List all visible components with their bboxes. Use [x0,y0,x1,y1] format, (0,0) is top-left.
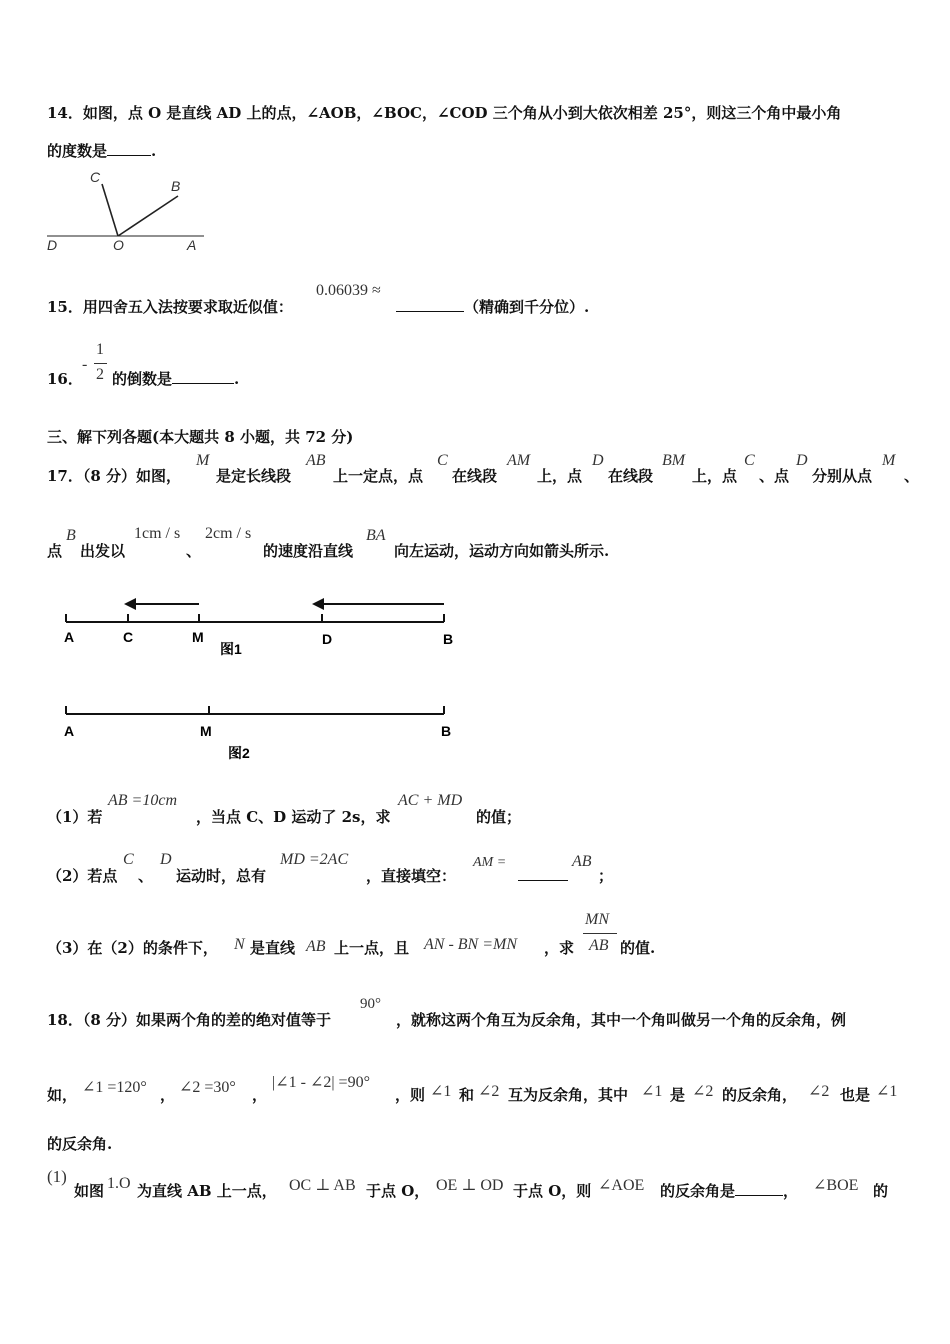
q18-l2-g: 是 [670,1086,686,1104]
q17-l1-h: 、点 [759,467,790,485]
q17-p3-c: 上一点，且 [334,939,410,957]
q16-minus: - [82,356,88,373]
q18-l4-m4: ∠AOE [598,1177,645,1194]
q17-l1-d: 在线段 [452,467,498,485]
q14-figure [44,164,204,256]
q15-tail-text: （精确到千分位）. [464,298,590,316]
q17-l2-e: 向左运动，运动方向如箭头所示. [394,542,610,560]
q14-line2-text: 的度数是 [47,142,108,160]
q17-p3-m2: AB [306,938,326,955]
q18-l2-b: ， [160,1086,176,1104]
q17-l1-m4: AM [507,452,531,469]
q18-l4-g: 的 [873,1182,889,1200]
q18-l2-m2: ∠2 =30° [179,1079,236,1096]
q18-l4-c: 于点 O， [366,1182,430,1200]
q17-l2-a: 点 [47,542,63,560]
q14-line1: 14．如图，点 O 是直线 AD 上的点，∠AOB，∠BOC，∠COD 三个角从小到大依次相差 25°，则这三个角中最小角 [47,104,842,122]
q17-l1-g: 上，点 [692,467,738,485]
q17-l1-f: 在线段 [608,467,654,485]
q17-p2-a: （2）若点 [47,867,118,885]
fig2-label-m: M [200,723,212,739]
q14-label-d: D [47,237,58,253]
fig2-label-a: A [64,723,75,739]
fig1-label-b: B [443,631,454,647]
q17-l2-v1: 1cm / s [134,525,181,542]
q18-l2-a: 如， [47,1086,78,1104]
q18-l2-m6: ∠1 [641,1083,663,1100]
q17-p3-den: AB [589,937,609,954]
q16-end: . [234,370,240,388]
q18-l2-m9: ∠1 [876,1083,898,1100]
q17-l1-c: 上一定点，点 [333,467,424,485]
q18-l2-i: 也是 [840,1086,871,1104]
q15-answer-blank [396,297,464,312]
q17-p2-b: 、 [138,867,154,885]
q17-p1-m2: AC + MD [398,792,463,809]
q17-l1-m2: AB [306,452,326,469]
q17-l2-v2: 2cm / s [205,525,252,542]
q17-figure1 [58,592,468,662]
q15-tail [396,296,589,317]
q16-number: 16． [47,370,83,388]
q17-l1-m8: D [796,452,808,469]
q14-line2-end: . [151,142,157,160]
q14-label-c: C [90,169,101,185]
q16-text-main: 的倒数是 [112,370,173,388]
q17-p3-e: 的值. [620,939,656,957]
q17-p3-d: ，求 [544,939,575,957]
q17-l1-m3: C [437,452,448,469]
q18-l2-c: ， [252,1086,268,1104]
fig1-label-m: M [192,629,204,645]
q18-l1-m1: 90° [360,996,381,1012]
q16-fraction-bar [94,363,107,364]
q17-l1-j: 、 [904,467,920,485]
q17-p2-m3: MD =2AC [280,851,349,868]
q17-l1-m6: BM [662,452,686,469]
q17-p2-m2: D [160,851,172,868]
q18-l2-m1: ∠1 =120° [82,1079,147,1096]
q18-l2-m3: |∠1 - ∠2| =90° [272,1074,370,1091]
q17-p1-b: ，当点 C、D 运动了 2s，求 [196,808,391,826]
q18-l3: 的反余角. [47,1135,113,1153]
q18-l2-m7: ∠2 [692,1083,714,1100]
q16-denominator: 2 [96,366,104,383]
q14-line2 [47,140,156,161]
q17-l1-e: 上，点 [537,467,583,485]
q18-l4-e [660,1180,798,1201]
fig2-label-b: B [441,723,452,739]
q18-l1-b: ，就称这两个角互为反余角，其中一个角叫做另一个角的反余角，例 [396,1011,847,1029]
q17-p1-m1: AB =10cm [108,792,177,809]
q18-l2-m4: ∠1 [430,1083,452,1100]
q14-label-o: O [113,237,124,253]
q17-l1-m7: C [744,452,755,469]
q17-p3-num: MN [585,911,609,928]
q17-p2-c: 运动时，总有 [176,867,267,885]
q18-l2-f: 互为反余角，其中 [508,1086,629,1104]
q17-p2-m4: AM = [473,855,507,870]
q18-l2-d: ，则 [395,1086,426,1104]
q17-l2-m2: BA [366,527,386,544]
q18-l4-m3: OE ⊥ OD [436,1177,504,1194]
fig1-label-c: C [123,629,134,645]
q17-p2-blank-wrap [518,866,568,885]
fig1-caption: 图1 [220,641,242,657]
fig1-arrow-c-head [124,598,136,610]
q17-p1-a: （1）若 [47,808,103,826]
q14-ray-oc [102,184,118,236]
q18-l4-e-text: 的反余角是 [660,1182,736,1200]
q17-p2-m1: C [123,851,134,868]
q14-label-a: A [187,237,197,253]
q17-p2-answer-blank [518,866,568,881]
q17-p3-b: 是直线 [250,939,296,957]
q17-l1-i: 分别从点 [812,467,873,485]
q17-l1-m5: D [592,452,604,469]
q18-l4-m2: OC ⊥ AB [289,1177,356,1194]
q17-p3-fraction-bar [583,933,617,934]
q17-p2-e: ； [598,867,614,885]
q15-expression: 0.06039 ≈ [316,282,381,299]
q18-l4-m1: 1.O [107,1175,131,1192]
fig2-caption: 图2 [228,745,250,761]
q14-answer-blank [107,141,151,156]
q17-l2-m1: B [66,527,76,544]
q18-l4-answer-blank [735,1181,783,1196]
q18-l4-m5: ∠BOE [813,1177,859,1194]
q17-l1-a: 17．（8 分）如图， [47,467,182,485]
q14-ray-ob [118,196,178,236]
fig1-arrow-d-head [312,598,324,610]
q18-l4-f: ， [783,1182,799,1200]
q17-p1-c: 的值； [476,808,522,826]
q18-l4-a: 如图 [74,1182,105,1200]
q16-answer-blank [172,369,234,384]
q18-l2-h: 的反余角， [722,1086,798,1104]
q17-l2-c: 、 [186,542,202,560]
q16-numerator: 1 [96,341,104,358]
fig1-label-d: D [322,631,333,647]
q17-l1-m1: M [196,452,210,469]
q18-l1-a: 18．（8 分）如果两个角的差的绝对值等于 [47,1011,332,1029]
q14-label-b: B [171,178,181,194]
q17-p3-m3: AN - BN =MN [424,936,518,953]
q18-l2-e: 和 [459,1086,475,1104]
q18-l2-m5: ∠2 [478,1083,500,1100]
q17-l1-m9: M [882,452,896,469]
q18-l4-d: 于点 O，则 [513,1182,592,1200]
q17-l2-d: 的速度沿直线 [263,542,354,560]
q17-l1-b: 是定长线段 [216,467,292,485]
q17-figure2 [58,700,468,764]
section3-title: 三、解下列各题(本大题共 8 小题，共 72 分) [47,428,354,446]
q18-l4-m0: (1) [47,1167,67,1186]
q18-l2-m8: ∠2 [808,1083,830,1100]
q17-p2-d: ，直接填空： [366,867,457,885]
q17-p3-a: （3）在（2）的条件下， [47,939,218,957]
q17-p3-m1: N [234,936,245,953]
fig1-label-a: A [64,629,75,645]
q16-text [112,368,239,389]
q17-p2-m5: AB [572,853,592,870]
q18-l4-b: 为直线 AB 上一点， [137,1182,277,1200]
q15-text: 15．用四舍五入法按要求取近似值： [47,298,293,316]
q17-l2-b: 出发以 [80,542,126,560]
